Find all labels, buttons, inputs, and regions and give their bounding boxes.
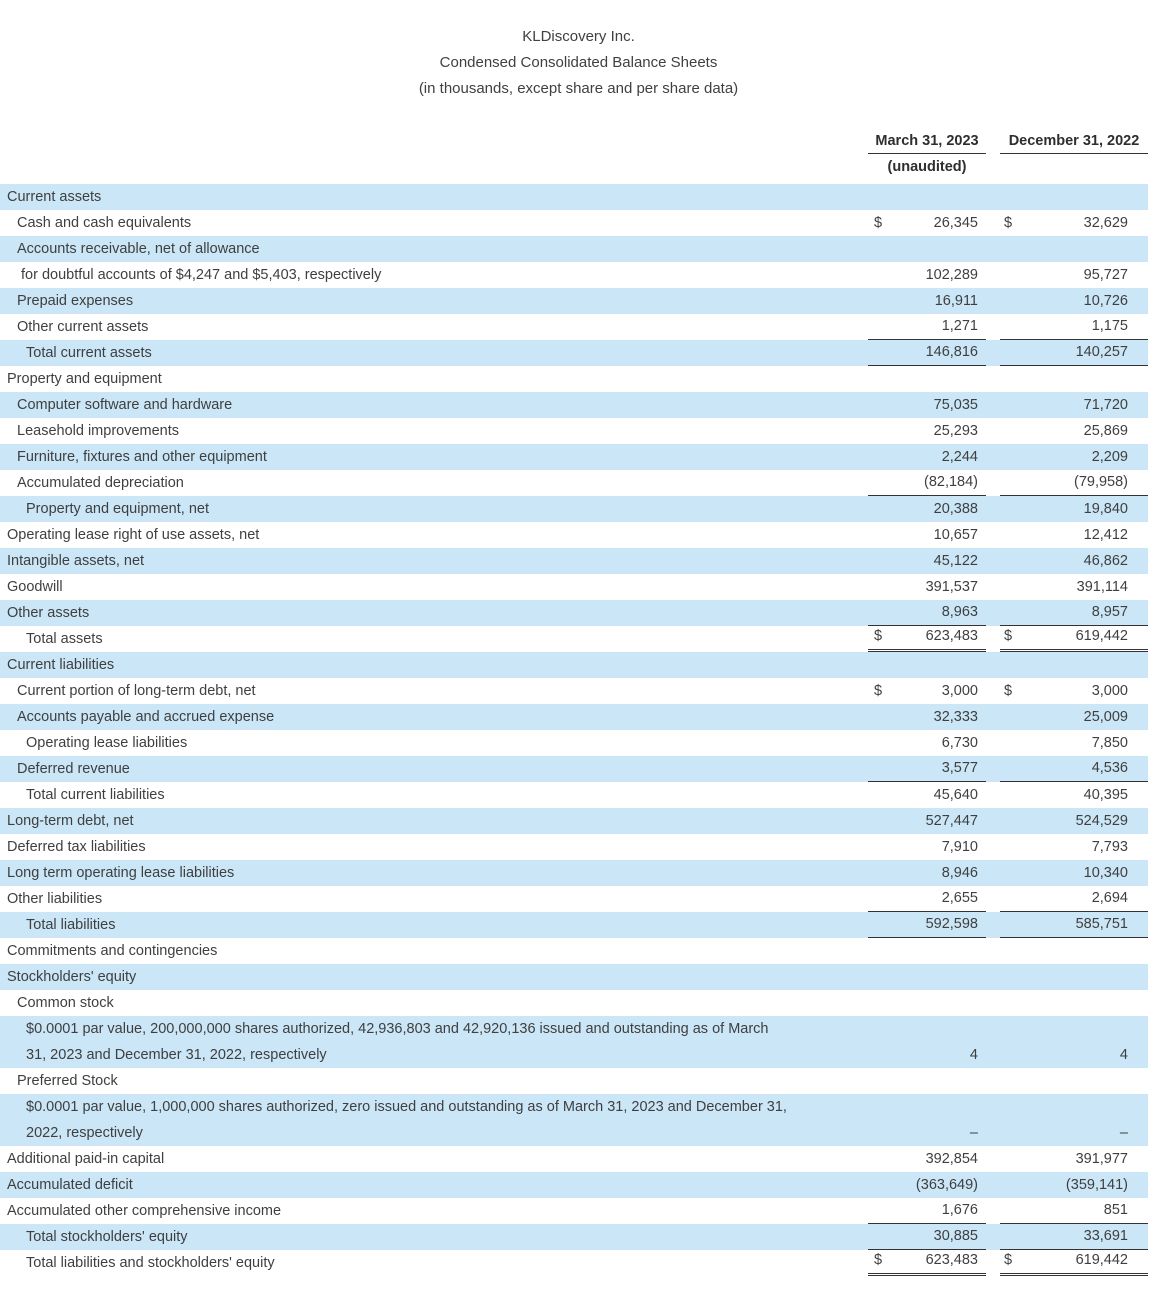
column-gap [986,886,1000,912]
value-december-2022-cell [1000,756,1148,782]
table-row [0,886,1148,912]
value-december-2022-cell [1000,626,1148,652]
value-december-2022-cell [1000,678,1148,704]
value-march-2023: 2,655 [941,890,978,906]
column-gap [986,392,1000,418]
column-gap [986,444,1000,470]
value-december-2022-cell [1000,1042,1148,1068]
value-december-2022: (359,141) [1065,1177,1128,1193]
value-december-2022: 619,442 [1075,628,1128,644]
value-december-2022: 524,529 [1075,813,1128,829]
row-label: Property and equipment, net [26,501,209,517]
value-december-2022-cell [1000,1146,1148,1172]
row-label: Current liabilities [7,657,115,673]
value-march-2023: 16,911 [934,293,978,309]
column-gap [986,938,1000,964]
value-march-2023-cell [868,886,986,912]
value-march-2023: (82,184) [923,474,978,490]
column-gap [986,730,1000,756]
value-december-2022: 10,340 [1083,865,1128,881]
value-december-2022-cell [1000,574,1148,600]
column-gap [986,1224,1000,1250]
value-december-2022-cell [1000,730,1148,756]
value-march-2023: 3,000 [941,683,978,699]
value-december-2022: 25,869 [1083,423,1128,439]
table-row [0,1094,1148,1146]
value-march-2023-cell [868,288,986,314]
row-label: Computer software and hardware [17,397,233,413]
value-march-2023: 6,730 [941,735,978,751]
value-december-2022: 4,536 [1091,760,1128,776]
value-december-2022-cell [1000,886,1148,912]
value-march-2023: 10,657 [933,527,978,543]
row-label: Cash and cash equivalents [17,215,192,231]
row-label: Total liabilities [26,917,116,933]
value-march-2023-cell [868,1120,986,1146]
column-gap [986,600,1000,626]
value-december-2022-cell [1000,262,1148,288]
value-march-2023-cell [868,1198,986,1224]
document-title: Condensed Consolidated Balance Sheets [439,54,718,71]
column-gap [986,522,1000,548]
row-label: Total current assets [26,345,152,361]
value-december-2022: 4 [1119,1047,1128,1063]
value-december-2022-cell [1000,1120,1148,1146]
row-label: Prepaid expenses [17,293,134,309]
value-december-2022-cell [1000,860,1148,886]
value-december-2022-cell [1000,990,1148,1016]
row-label: Other assets [7,605,90,621]
table-row [0,1068,1148,1094]
value-march-2023-cell [868,782,986,808]
value-march-2023-cell [868,1042,986,1068]
dollar-sign: $ [874,1252,883,1268]
row-label: Accumulated depreciation [17,475,184,491]
value-december-2022-cell [1000,444,1148,470]
column-gap [986,964,1000,990]
value-march-2023-cell [868,184,986,210]
table-row [0,444,1148,470]
value-december-2022-cell [1000,652,1148,678]
column-header-december-2022 [1000,130,1148,180]
column-gap [986,418,1000,444]
value-march-2023-cell [868,834,986,860]
value-december-2022-cell [1000,392,1148,418]
value-march-2023-cell [868,548,986,574]
row-label: Goodwill [7,579,63,595]
row-label: Total stockholders' equity [26,1229,188,1245]
column-gap [986,1120,1000,1146]
row-label: Total liabilities and stockholders' equity [26,1255,275,1271]
column-gap [986,704,1000,730]
column-title-december-2022: December 31, 2022 [1000,130,1148,154]
value-december-2022: 10,726 [1083,293,1128,309]
value-december-2022-cell [1000,418,1148,444]
table-row [0,548,1148,574]
table-row [0,834,1148,860]
row-label: Leasehold improvements [17,423,180,439]
row-label: for doubtful accounts of $4,247 and $5,403, respectively [21,267,382,283]
dollar-sign: $ [874,628,883,644]
value-december-2022: 8,957 [1091,604,1128,620]
row-label: Additional paid-in capital [7,1151,165,1167]
column-gap [986,1198,1000,1224]
value-march-2023: – [969,1125,978,1141]
row-label: Other current assets [17,319,149,335]
value-march-2023: 3,577 [941,760,978,776]
value-march-2023: 527,447 [925,813,978,829]
row-label: Long-term debt, net [7,813,134,829]
value-december-2022: 140,257 [1075,344,1128,360]
table-row [0,652,1148,678]
column-gap [986,1042,1000,1068]
table-row [0,1250,1148,1276]
value-december-2022-cell [1000,314,1148,340]
column-gap [986,860,1000,886]
column-gap [986,1172,1000,1198]
row-label: Current portion of long-term debt, net [17,683,256,699]
column-title-march-2023: March 31, 2023 [868,130,986,154]
column-gap [986,574,1000,600]
table-row [0,470,1148,496]
table-row [0,366,1148,392]
value-december-2022-cell [1000,782,1148,808]
table-row [0,236,1148,262]
table-row [0,314,1148,340]
value-december-2022-cell [1000,522,1148,548]
value-march-2023-cell [868,340,986,366]
value-march-2023-cell [868,652,986,678]
row-label: Operating lease right of use assets, net [7,527,260,543]
value-december-2022: 33,691 [1083,1228,1128,1244]
table-row [0,392,1148,418]
value-march-2023: 1,271 [941,318,978,334]
row-label: Stockholders' equity [7,969,137,985]
column-gap [986,834,1000,860]
column-gap [986,1146,1000,1172]
value-march-2023: 623,483 [925,1252,978,1268]
value-march-2023-cell [868,678,986,704]
value-march-2023-cell [868,1250,986,1276]
value-march-2023-cell [868,704,986,730]
value-december-2022-cell [1000,210,1148,236]
value-december-2022: 7,850 [1091,735,1128,751]
value-december-2022-cell [1000,184,1148,210]
table-row [0,340,1148,366]
value-december-2022: 46,862 [1083,553,1128,569]
column-gap [986,548,1000,574]
value-march-2023: 30,885 [933,1228,978,1244]
row-label: Total assets [26,631,103,647]
value-december-2022: 2,694 [1091,890,1128,906]
table-row [0,1198,1148,1224]
table-row [0,1146,1148,1172]
value-march-2023: 45,122 [933,553,978,569]
table-row [0,730,1148,756]
table-row [0,626,1148,652]
column-gap [986,756,1000,782]
dollar-sign: $ [874,683,883,699]
row-label: $0.0001 par value, 1,000,000 shares authorized, zero issued and outstanding as of March 31, 2023 and December 31, 2022, respectively [26,1099,787,1141]
value-march-2023: 1,676 [941,1202,978,1218]
table-row [0,522,1148,548]
table-row [0,808,1148,834]
value-march-2023: 146,816 [925,344,978,360]
value-march-2023-cell [868,210,986,236]
column-gap [986,678,1000,704]
value-december-2022-cell [1000,1198,1148,1224]
table-row [0,782,1148,808]
value-december-2022-cell [1000,834,1148,860]
value-december-2022: 1,175 [1091,318,1128,334]
column-gap [986,990,1000,1016]
column-gap [986,496,1000,522]
value-march-2023: 32,333 [933,709,978,725]
value-march-2023-cell [868,990,986,1016]
row-label: Current assets [7,189,102,205]
value-december-2022-cell [1000,704,1148,730]
row-label: Accounts receivable, net of allowance [17,241,260,257]
value-march-2023-cell [868,366,986,392]
value-march-2023-cell [868,392,986,418]
value-march-2023: 392,854 [925,1151,978,1167]
value-december-2022-cell [1000,366,1148,392]
table-row [0,938,1148,964]
value-march-2023-cell [868,418,986,444]
value-march-2023: 7,910 [941,839,978,855]
row-label: Deferred revenue [17,761,130,777]
row-label: Commitments and contingencies [7,943,218,959]
column-header-gap [986,130,1000,180]
document-subtitle: (in thousands, except share and per share data) [418,80,739,97]
value-december-2022-cell [1000,912,1148,938]
dollar-sign: $ [1004,628,1013,644]
column-headers [0,130,1157,180]
value-december-2022-cell [1000,236,1148,262]
column-header-spacer [0,130,868,180]
dollar-sign: $ [1004,1252,1013,1268]
row-label: Preferred Stock [17,1073,118,1089]
value-march-2023-cell [868,626,986,652]
column-gap [986,262,1000,288]
row-label: Furniture, fixtures and other equipment [17,449,267,465]
row-label: Long term operating lease liabilities [7,865,235,881]
value-december-2022: 40,395 [1083,787,1128,803]
value-december-2022: 95,727 [1083,267,1128,283]
value-march-2023-cell [868,1172,986,1198]
value-march-2023-cell [868,574,986,600]
table-row [0,288,1148,314]
table-row [0,574,1148,600]
value-march-2023: 45,640 [933,787,978,803]
value-march-2023-cell [868,756,986,782]
value-march-2023: 20,388 [933,501,978,517]
value-december-2022: (79,958) [1073,474,1128,490]
value-december-2022-cell [1000,1250,1148,1276]
value-december-2022: – [1119,1125,1128,1141]
company-name: KLDiscovery Inc. [522,28,635,45]
table-row [0,912,1148,938]
value-march-2023-cell [868,1146,986,1172]
column-gap [986,314,1000,340]
table-row [0,1172,1148,1198]
value-march-2023-cell [868,522,986,548]
table-row [0,418,1148,444]
row-label: Intangible assets, net [7,553,145,569]
value-march-2023: 623,483 [925,628,978,644]
row-label: Accumulated deficit [7,1177,133,1193]
value-december-2022: 619,442 [1075,1252,1128,1268]
value-march-2023-cell [868,262,986,288]
row-label: Common stock [17,995,114,1011]
table-row [0,678,1148,704]
dollar-sign: $ [874,215,883,231]
value-march-2023: 75,035 [933,397,978,413]
unaudited-note: (unaudited) [887,159,967,175]
table-row [0,210,1148,236]
column-gap [986,288,1000,314]
column-gap [986,782,1000,808]
value-march-2023: 8,963 [941,604,978,620]
column-gap [986,652,1000,678]
value-march-2023-cell [868,730,986,756]
value-december-2022: 7,793 [1091,839,1128,855]
table-row [0,964,1148,990]
column-gap [986,1250,1000,1276]
value-march-2023-cell [868,314,986,340]
column-gap [986,184,1000,210]
table-row [0,184,1148,210]
value-december-2022-cell [1000,938,1148,964]
row-label: Accounts payable and accrued expense [17,709,275,725]
row-label: Total current liabilities [26,787,165,803]
value-march-2023: 8,946 [941,865,978,881]
value-december-2022-cell [1000,340,1148,366]
table-row [0,704,1148,730]
value-march-2023-cell [868,912,986,938]
table-row [0,756,1148,782]
value-december-2022: 12,412 [1083,527,1128,543]
value-march-2023-cell [868,1068,986,1094]
value-december-2022-cell [1000,808,1148,834]
value-december-2022: 391,977 [1075,1151,1128,1167]
table-row [0,860,1148,886]
column-gap [986,470,1000,496]
column-gap [986,1068,1000,1094]
value-december-2022: 585,751 [1075,916,1128,932]
column-gap [986,366,1000,392]
value-december-2022-cell [1000,964,1148,990]
column-gap [986,912,1000,938]
value-december-2022: 71,720 [1083,397,1128,413]
column-gap [986,626,1000,652]
value-december-2022-cell [1000,1068,1148,1094]
dollar-sign: $ [1004,215,1013,231]
value-december-2022: 391,114 [1076,579,1128,595]
value-march-2023: 592,598 [925,916,978,932]
row-label: Other liabilities [7,891,103,907]
column-header-march-2023 [868,130,986,180]
value-december-2022-cell [1000,496,1148,522]
value-december-2022-cell [1000,1172,1148,1198]
value-december-2022: 2,209 [1091,449,1128,465]
value-march-2023: 25,293 [933,423,978,439]
column-gap [986,808,1000,834]
table-row [0,990,1148,1016]
document-header [0,0,1157,102]
value-march-2023: 26,345 [933,215,978,231]
value-december-2022-cell [1000,548,1148,574]
table-row [0,496,1148,522]
row-label: Operating lease liabilities [26,735,188,751]
value-december-2022: 32,629 [1083,215,1128,231]
row-label: Accumulated other comprehensive income [7,1203,282,1219]
value-march-2023: 391,537 [925,579,978,595]
column-gap [986,210,1000,236]
column-gap [986,236,1000,262]
dollar-sign: $ [1004,683,1013,699]
table-row [0,1016,1148,1068]
value-march-2023-cell [868,496,986,522]
value-march-2023-cell [868,938,986,964]
balance-sheet-table [0,184,1157,1276]
column-gap [986,340,1000,366]
value-december-2022-cell [1000,288,1148,314]
value-december-2022: 19,840 [1083,501,1128,517]
row-label: $0.0001 par value, 200,000,000 shares authorized, 42,936,803 and 42,920,136 issued and outstanding as of March 31, 2023 and December 31, 2022, respectively [26,1021,769,1063]
value-december-2022-cell [1000,470,1148,496]
value-december-2022: 3,000 [1091,683,1128,699]
value-march-2023-cell [868,808,986,834]
value-march-2023: 4 [969,1047,978,1063]
value-december-2022: 851 [1103,1202,1128,1218]
row-label: Property and equipment [7,371,162,387]
value-march-2023-cell [868,236,986,262]
table-row [0,262,1148,288]
value-march-2023-cell [868,444,986,470]
value-december-2022: 25,009 [1083,709,1128,725]
value-march-2023: (363,649) [915,1177,978,1193]
row-label: Deferred tax liabilities [7,839,146,855]
value-march-2023-cell [868,964,986,990]
value-march-2023-cell [868,470,986,496]
value-march-2023-cell [868,860,986,886]
value-march-2023: 102,289 [925,267,978,283]
value-march-2023: 2,244 [941,449,978,465]
